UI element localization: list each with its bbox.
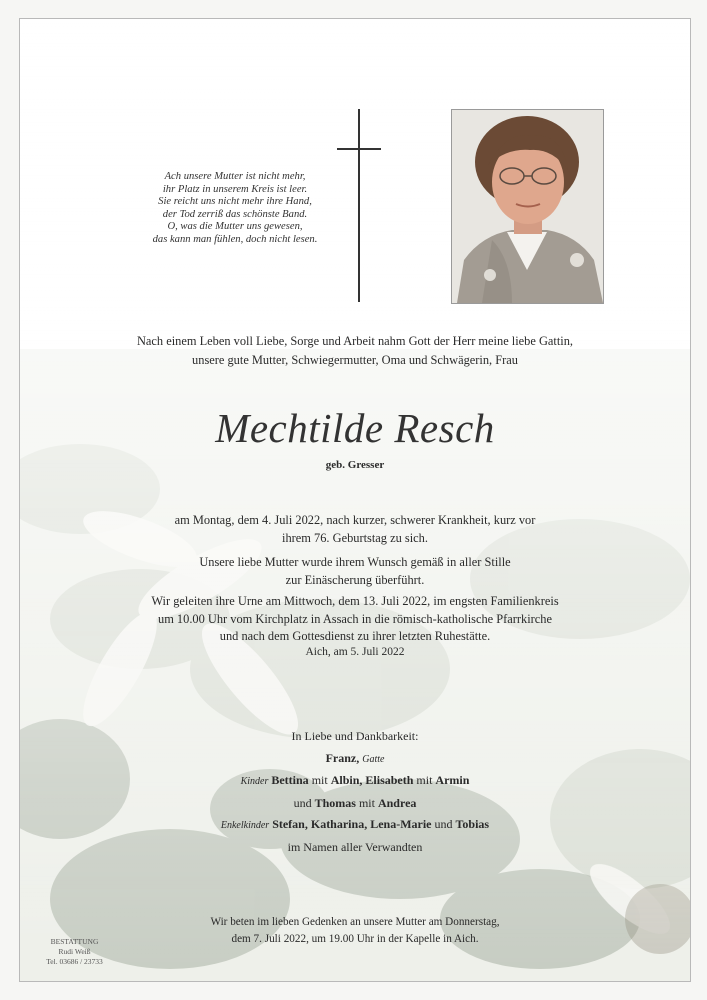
undertaker-name: Rudi Weiß xyxy=(58,947,91,956)
mourner-husband xyxy=(20,748,690,771)
undertaker-phone: Tel. 03686 / 23733 xyxy=(46,957,103,966)
death-line: ihrem 76. Geburtstag zu sich. xyxy=(282,530,428,545)
spouse-name: Armin xyxy=(435,773,470,787)
child-name: Thomas xyxy=(314,795,356,810)
poem-line: Ach unsere Mutter ist nicht mehr, xyxy=(164,171,306,182)
deceased-name: Mechtilde Resch xyxy=(215,405,495,451)
mourner-children-cont xyxy=(20,793,690,815)
husband-name: Franz, xyxy=(325,750,360,765)
intro-text xyxy=(20,332,690,369)
children-label: Kinder xyxy=(240,776,269,787)
cross-icon xyxy=(358,109,360,302)
prayer-notice xyxy=(20,914,690,947)
death-line: am Montag, dem 4. Juli 2022, nach kurzer, schwerer Krankheit, kurz vor xyxy=(174,513,536,527)
prayer-line: Wir beten im lieben Gedenken an unsere Mutter am Donnerstag, xyxy=(210,916,500,928)
mourner-children xyxy=(20,770,690,793)
poem-line: das kann man fühlen, doch nicht lesen. xyxy=(152,233,318,245)
grandchildren-names: Stefan, Katharina, Lena-Marie xyxy=(272,817,432,831)
intro-line: Nach einem Leben voll Liebe, Sorge und Arbeit nahm Gott der Herr meine liebe Gattin, xyxy=(136,334,574,348)
funeral-line: und nach dem Gottesdienst zu ihrer letzten Ruhestätte. xyxy=(219,629,491,643)
cross-icon-bar xyxy=(337,148,381,150)
funeral-notice xyxy=(20,593,690,646)
mourners-closing: im Namen aller Verwandten xyxy=(287,839,423,854)
undertaker-info xyxy=(37,937,112,967)
undertaker-title: BESTATTUNG xyxy=(50,937,99,946)
portrait-photo xyxy=(451,109,604,304)
wish-line: zur Einäscherung überführt. xyxy=(285,572,425,587)
spouse-name: Andrea xyxy=(377,795,417,810)
poem-line: ihr Platz in unserem Kreis ist leer. xyxy=(162,183,308,195)
funeral-line: Wir geleiten ihre Urne am Mittwoch, dem 13. Juli 2022, im engsten Familienkreis xyxy=(151,594,559,608)
poem xyxy=(90,171,380,247)
funeral-line: um 10.00 Uhr vom Kirchplatz in Assach in die römisch-katholische Pfarrkirche xyxy=(158,611,552,626)
poem-line: der Tod zerriß das schönste Band. xyxy=(162,208,308,220)
child-name: Bettina xyxy=(271,773,309,787)
poem-line: Sie reicht uns nicht mehr ihre Hand, xyxy=(158,196,312,208)
spouse-name: Albin, xyxy=(330,773,363,787)
husband-role: Gatte xyxy=(362,753,385,765)
death-notice xyxy=(20,512,690,547)
prayer-line: dem 7. Juli 2022, um 19.00 Uhr in der Kapelle in Aich. xyxy=(231,932,479,945)
mourners-heading: In Liebe und Dankbarkeit: xyxy=(291,729,419,743)
wish-line: Unsere liebe Mutter wurde ihrem Wunsch gemäß in aller Stille xyxy=(199,555,511,569)
obituary-page xyxy=(19,18,691,982)
mourner-grandchildren xyxy=(20,814,690,837)
with-word: mit xyxy=(416,773,433,787)
and-word: und xyxy=(293,795,312,810)
with-word: mit xyxy=(311,773,328,787)
maiden-name: geb. Gresser xyxy=(325,459,385,471)
place-date: Aich, am 5. Juli 2022 xyxy=(305,646,405,658)
with-word: mit xyxy=(358,795,375,810)
poem-line: O, was die Mutter uns gewesen, xyxy=(167,221,303,233)
grandchild-name: Tobias xyxy=(455,817,490,831)
intro-line: unsere gute Mutter, Schwiegermutter, Oma und Schwägerin, Frau xyxy=(192,352,518,367)
cremation-notice xyxy=(20,554,690,589)
child-name: Elisabeth xyxy=(365,773,414,787)
grandchildren-label: Enkelkinder xyxy=(220,820,270,831)
mourners-list xyxy=(20,726,690,858)
and-word: und xyxy=(434,817,453,831)
